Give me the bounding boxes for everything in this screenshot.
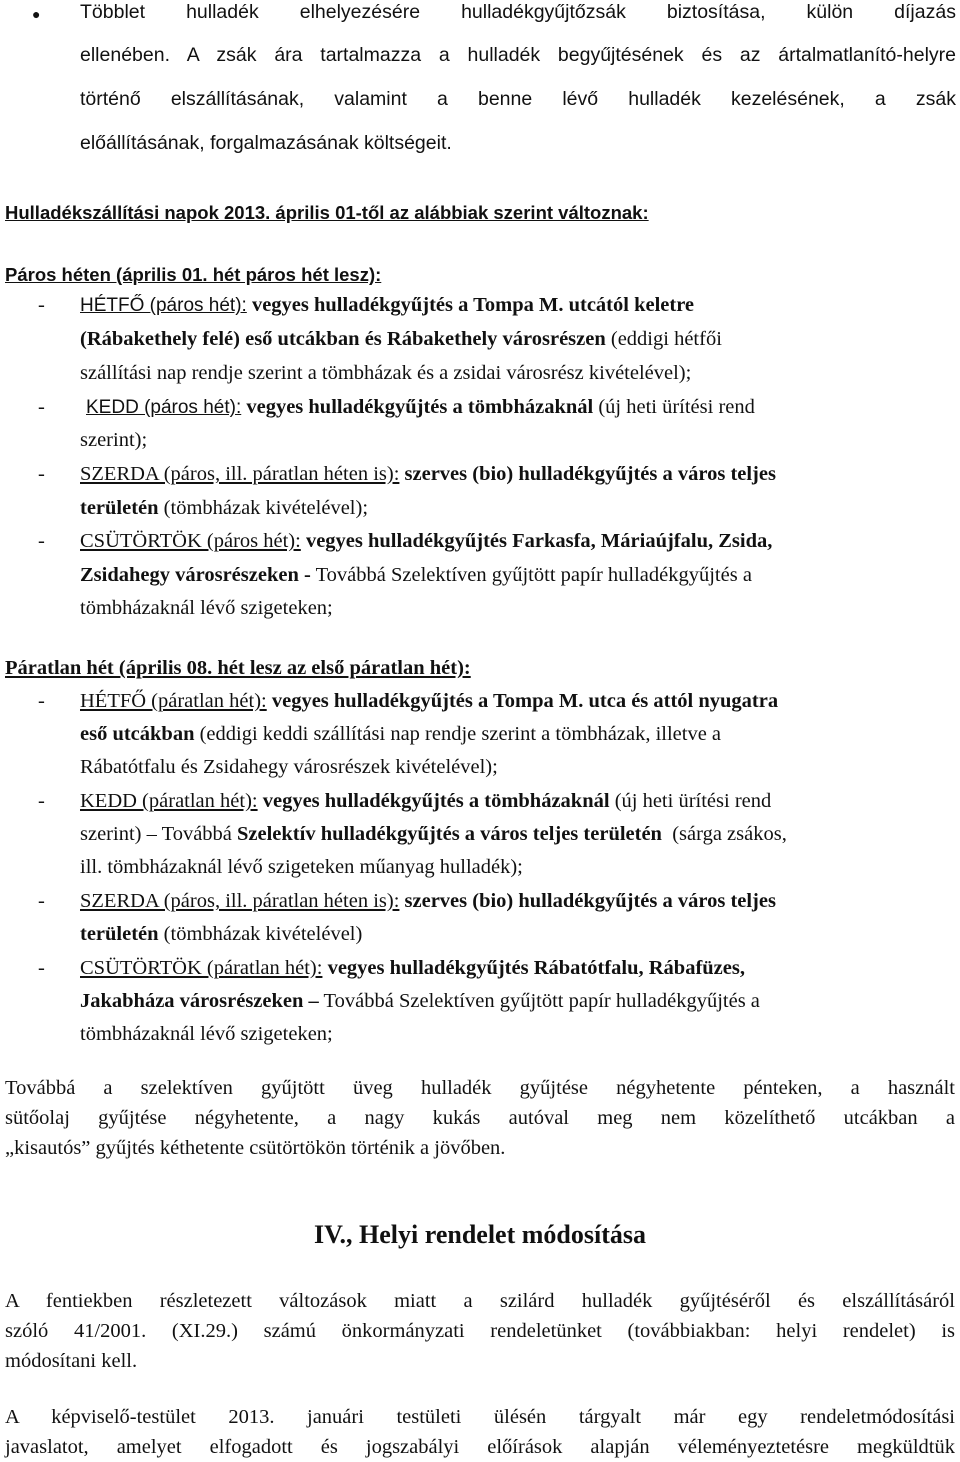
- plain-text: (sárga zsákos,: [661, 823, 787, 845]
- even-week-heading: Páros héten (április 01. hét páros hét lesz):: [5, 264, 382, 285]
- odd-thursday-line-3: tömbházaknál lévő szigeteken;: [80, 1023, 333, 1045]
- glass-line-2: sütőolaj gyűjtése négyhetente, a nagy kukás autóval meg nem közelíthető utcákban a: [5, 1107, 955, 1129]
- intro-line-3: történő elszállításának, valamint a benne lévő hulladék kezelésének, a zsák: [80, 88, 956, 110]
- odd-week-heading: Páratlan hét (április 08. hét lesz az első páratlan hét):: [5, 657, 471, 679]
- bold-text: (Rábakethely felé) eső utcákban és Rábakethely városrészen: [80, 328, 606, 350]
- bold-text: területén: [80, 923, 159, 945]
- odd-monday-line-1: [80, 686, 778, 716]
- plain-text: (eddigi hétfői: [605, 328, 722, 350]
- bold-text: vegyes hulladékgyűjtés a Tompa M. utca és attól nyugatra: [266, 690, 779, 712]
- bullet-icon: ●: [32, 8, 41, 23]
- even-thursday-line-2: [80, 560, 752, 590]
- even-thursday-line-1: [80, 526, 772, 556]
- glass-line-1: Továbbá a szelektíven gyűjtött üveg hulladék gyűjtése négyhetente pénteken, a használt: [5, 1077, 955, 1099]
- day-label: CSÜTÖRTÖK (páratlan hét):: [80, 957, 323, 979]
- bold-text: vegyes hulladékgyűjtés Farkasfa, Máriaújfalu, Zsida,: [300, 530, 773, 552]
- plain-text: (új heti ürítési rend: [593, 396, 755, 418]
- bold-text: Jakabháza városrészeken –: [80, 990, 319, 1012]
- plain-text: (új heti ürítési rend: [609, 790, 772, 812]
- even-monday-line-2: [80, 324, 722, 354]
- even-wednesday-line-2: [80, 493, 368, 523]
- odd-thursday-line-1: [80, 953, 745, 983]
- intro-line-4: előállításának, forgalmazásának költségeit.: [80, 132, 452, 154]
- odd-thursday-line-2: [80, 986, 760, 1016]
- last-line-2: javaslatot, amelyet elfogadott és jogszabályi előírások alapján véleményeztetésre megküldtük: [5, 1436, 955, 1458]
- even-monday-line-3: szállítási nap rendje szerint a tömbházak és a zsidai városrész kivételével);: [80, 362, 692, 384]
- word: díjazás: [894, 1, 956, 23]
- word: biztosítása,: [666, 1, 766, 23]
- bold-text: Szelektív hulladékgyűjtés a város teljes területén: [237, 823, 662, 845]
- day-label: SZERDA (páros, ill. páratlan héten is):: [80, 463, 400, 485]
- plain-text: Továbbá Szelektíven gyűjtött papír hulladékgyűjtés a: [310, 564, 752, 586]
- day-label: KEDD (páros hét):: [86, 397, 242, 418]
- bold-text: vegyes hulladékgyűjtés a tömbházaknál: [257, 790, 610, 812]
- word: külön: [806, 1, 854, 23]
- even-tuesday-line-1: [86, 392, 755, 423]
- plain-text: (tömbházak kivételével);: [158, 497, 369, 519]
- dash-marker: -: [38, 790, 45, 812]
- day-label: SZERDA (páros, ill. páratlan héten is):: [80, 890, 400, 912]
- amend-line-1: A fentiekben részletezett változások miatt a szilárd hulladék gyűjtéséről és elszállításáról: [5, 1290, 955, 1312]
- section-title: IV., Helyi rendelet módosítása: [314, 1220, 646, 1249]
- bold-text: területén: [80, 497, 159, 519]
- intro-line-1: [80, 0, 956, 27]
- odd-tuesday-line-1: [80, 786, 771, 816]
- day-label: HÉTFŐ (páratlan hét):: [80, 690, 267, 712]
- odd-wednesday-line-1: [80, 886, 776, 916]
- word: hulladékgyűjtőzsák: [461, 1, 626, 23]
- dash-marker: -: [38, 294, 45, 316]
- dash-marker: -: [38, 957, 45, 979]
- dash-marker: -: [38, 463, 45, 485]
- plain-text: Továbbá Szelektíven gyűjtött papír hulladékgyűjtés a: [318, 990, 760, 1012]
- dash-marker: -: [38, 690, 45, 712]
- word: Többlet: [80, 1, 146, 23]
- last-line-1: A képviselő-testület 2013. januári testületi ülésén tárgyalt már egy rendeletmódosítási: [5, 1406, 955, 1428]
- odd-tuesday-line-3: ill. tömbházaknál lévő szigeteken műanyag hulladék);: [80, 856, 523, 878]
- day-label: KEDD (páratlan hét):: [80, 790, 258, 812]
- even-wednesday-line-1: [80, 459, 776, 489]
- odd-tuesday-line-2: [80, 819, 787, 849]
- day-label: HÉTFŐ (páros hét):: [80, 295, 247, 316]
- even-tuesday-line-2: szerint);: [80, 429, 148, 451]
- dash-marker: -: [38, 890, 45, 912]
- bold-text: eső utcákban: [80, 723, 195, 745]
- bold-text: vegyes hulladékgyűjtés a tömbházaknál: [241, 396, 594, 418]
- intro-line-2: ellenében. A zsák ára tartalmazza a hulladék begyűjtésének és az ártalmatlanító-helyre: [80, 44, 956, 66]
- plain-text: (tömbházak kivételével): [158, 923, 363, 945]
- bold-text: Zsidahegy városrészeken -: [80, 564, 311, 586]
- amend-line-3: módosítani kell.: [5, 1350, 138, 1372]
- odd-monday-line-3: Rábatótfalu és Zsidahegy városrészek kivételével);: [80, 756, 498, 778]
- word: hulladék: [186, 1, 259, 23]
- bold-text: szerves (bio) hulladékgyűjtés a város teljes: [399, 463, 776, 485]
- dash-marker: -: [38, 396, 45, 418]
- glass-line-3: „kisautós” gyűjtés kéthetente csütörtökön történik a jövőben.: [5, 1137, 506, 1159]
- word: elhelyezésére: [299, 1, 421, 23]
- schedule-heading: Hulladékszállítási napok 2013. április 01-től az alábbiak szerint változnak:: [5, 202, 649, 223]
- amend-line-2: szóló 41/2001. (XI.29.) számú önkormányzati rendeletünket (továbbiakban: helyi rendelet) is: [5, 1320, 955, 1342]
- plain-text: szerint) – Továbbá: [80, 823, 238, 845]
- even-monday-line-1: [80, 290, 694, 321]
- plain-text: (eddigi keddi szállítási nap rendje szerint a tömbházak, illetve a: [194, 723, 722, 745]
- odd-wednesday-line-2: [80, 919, 362, 949]
- bold-text: szerves (bio) hulladékgyűjtés a város teljes: [399, 890, 776, 912]
- even-thursday-line-3: tömbházaknál lévő szigeteken;: [80, 597, 333, 619]
- odd-monday-line-2: [80, 719, 721, 749]
- dash-marker: -: [38, 530, 45, 552]
- bold-text: vegyes hulladékgyűjtés Rábatótfalu, Rábafüzes,: [322, 957, 745, 979]
- bold-text: vegyes hulladékgyűjtés a Tompa M. utcától keletre: [246, 294, 695, 316]
- day-label: CSÜTÖRTÖK (páros hét):: [80, 530, 301, 552]
